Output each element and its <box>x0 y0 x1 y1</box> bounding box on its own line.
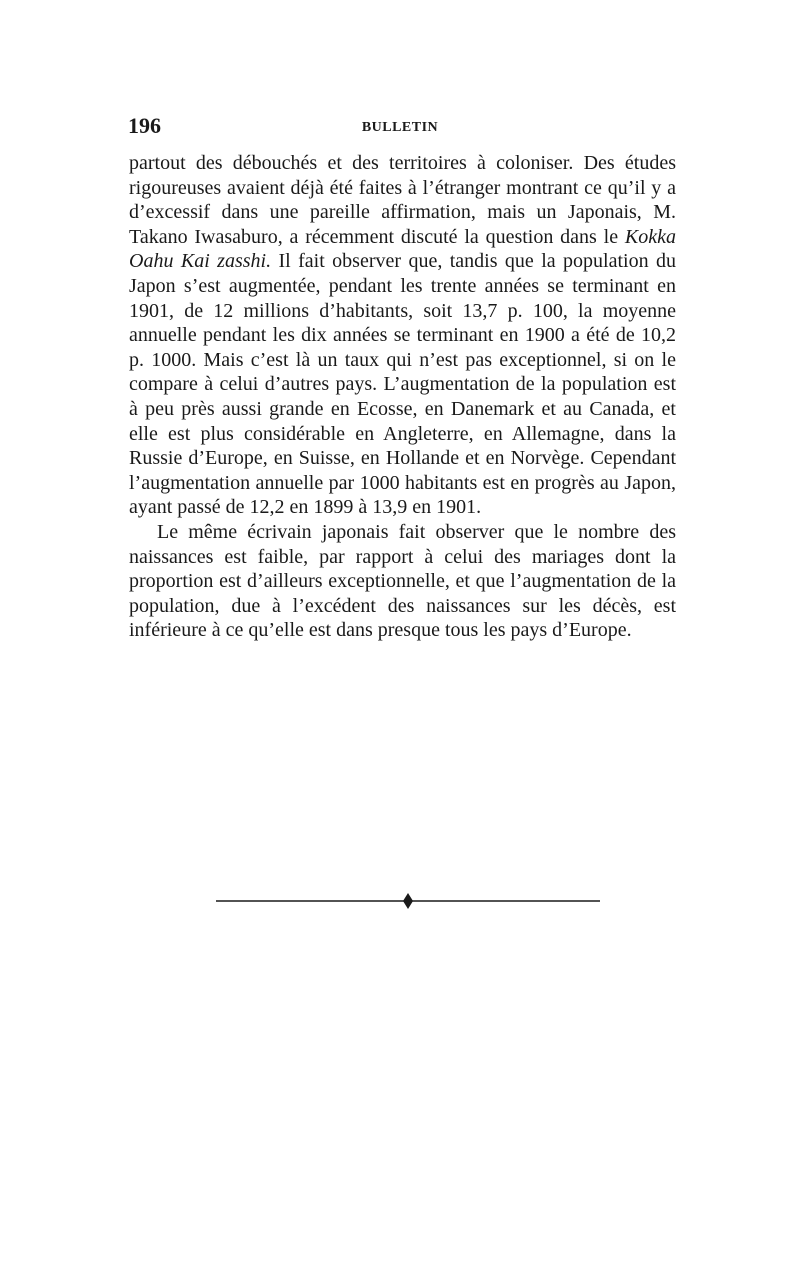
paragraph-1 <box>129 151 676 520</box>
body-text <box>129 151 676 643</box>
page-number: 196 <box>128 113 161 138</box>
journal-title: Kokka Oahu Kai zasshi. <box>129 225 676 273</box>
paragraph-1-text-before: partout des débouchés et des territoires à coloniser. Des études rigoureuses avaient déjà été faites à l’étranger montrant ce qu’il y a d’excessif dans une pareille affirmation, mais un Japonais, M. Takano Iwasaburo, a récemment discuté la question dans le <box>129 152 676 248</box>
paragraph-2: Le même écrivain japonais fait observer que le nombre des naissances est faible, par rapport à celui des mariages dont la proportion est d’ailleurs exceptionnelle, et que l’augmentation de la population, due à l’excédent des naissances sur les décès, est inférieure à ce qu’elle est dans presque tous les pays d’Europe. <box>129 520 676 642</box>
running-head: BULLETIN <box>361 120 439 135</box>
paragraph-1-text-after: Il fait observer que, tandis que la population du Japon s’est augmentée, pendant les trente années se terminant en 1901, de 12 millions d’habitants, soit 13,7 p. 100, la moyenne annuelle pendant les dix années se terminant en 1900 a été de 10,2 p. 1000. Mais c’est là un taux qui n’est pas exceptionnel, si on le compare à celui d’autres pays. L’augmentation de la population est à peu près aussi grande en Ecosse, en Danemark et au Canada, et elle est plus considérable en Angleterre, en Allemagne, dans la Russie d’Europe, en Suisse, en Hollande et en Norvège. Cependant l’augmentation annuelle par 1000 habitants est en progrès au Japon, ayant passé de 12,2 en 1899 à 13,9 en 1901. <box>129 250 677 519</box>
end-rule-with-diamond-icon <box>216 891 600 911</box>
